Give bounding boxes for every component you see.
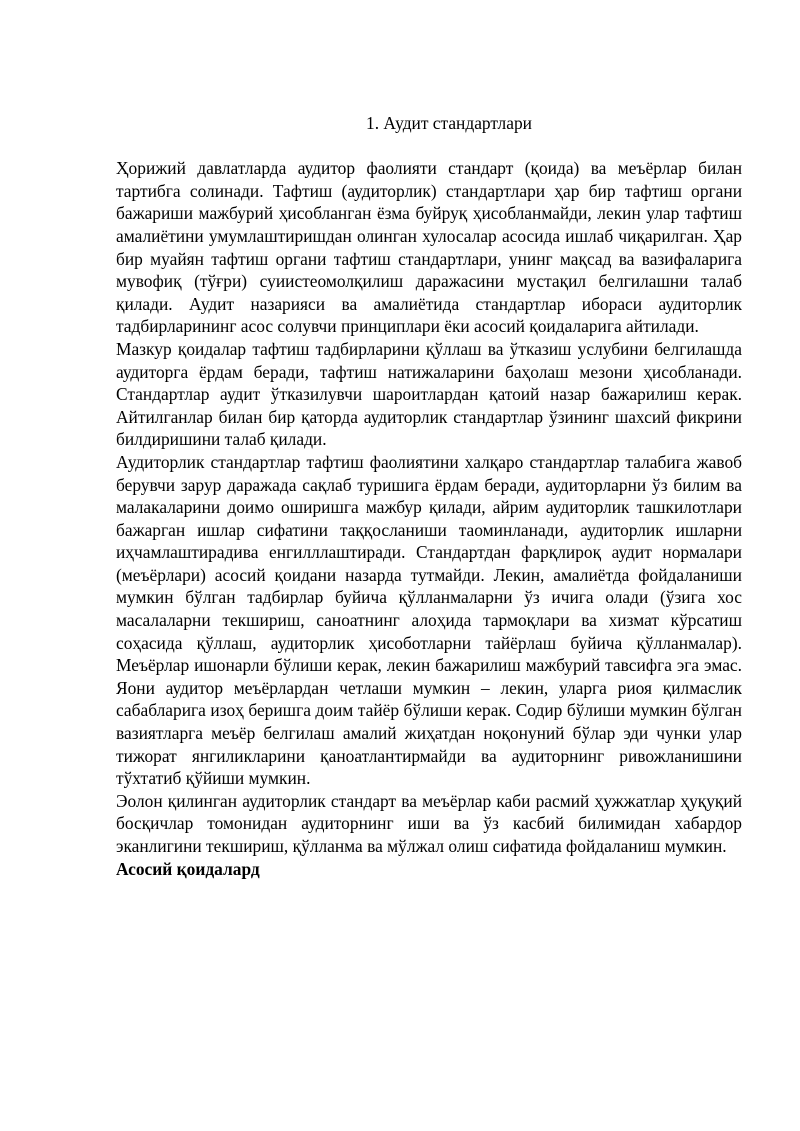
section-heading: 1. Аудит стандартлари	[366, 113, 532, 133]
paragraph-2: Мазкур қоидалар тафтиш тадбирларини қўллаш ва ўтказиш услубини белгилашда аудиторга ёрдам беради, тафтиш натижаларини баҳолаш мезони ҳисобланади. Стандартлар аудит ўтказилувчи шароитлардан қатоий назар бажарилиш керак. Айтилганлар билан бир қаторда аудиторлик стандартлар ўзининг шахсий фикрини билдиришини талаб қилади.	[116, 338, 742, 450]
document-page	[116, 112, 742, 880]
paragraph-4: Эолон қилинган аудиторлик стандарт ва меъёрлар каби расмий ҳужжатлар ҳуқуқий босқичлар томонидан аудиторнинг иши ва ўз касбий билимидан хабардор эканлигини текшириш, қўлланма ва мўлжал олиш сифатида фойдаланиш мумкин.	[116, 790, 742, 856]
paragraph-1: Ҳорижий давлатларда аудитор фаолияти стандарт (қоида) ва меъёрлар билан тартибга солинади. Тафтиш (аудиторлик) стандартлари ҳар бир тафтиш органи бажариши мажбурий ҳисобланган ёзма буйруқ ҳисобланмайди, лекин улар тафтиш амалиётини умумлаштиришдан олинган хулосалар асосида ишлаб чиқарилган. Ҳар бир муайян тафтиш органи тафтиш стандартлари, унинг мақсад ва вазифаларига мувофиқ (тўғри) суиистеомолқилиш даражасини мустақил белгилашни талаб қилади. Аудит назарияси ва амалиётида стандартлар ибораси аудиторлик тадбирларининг асос солувчи принциплари ёки асосий қоидаларига айтилади.	[116, 158, 742, 337]
bold-subheading: Асосий қоидалард	[116, 858, 260, 879]
paragraph-3: Аудиторлик стандартлар тафтиш фаолиятини халқаро стандартлар талабига жавоб берувчи зарур даражада сақлаб туришига ёрдам беради, аудиторларни ўз билим ва малакаларини доимо оширишга мажбур қилади, айрим аудиторлик ташкилотлари бажарган ишлар сифатини таққосланиши таоминланади, аудиторлик ишларни иҳчамлаштирадива енгилллаштиради. Стандартдан фарқлироқ аудит нормалари (меъёрлари) асосий қоидани назарда тутмайди. Лекин, амалиётда фойдаланиши мумкин бўлган тадбирлар буйича қўлланмаларни ўз ичига олади (ўзига хос масалаларни текшириш, саноатнинг алоҳида тармоқлари ва хизмат кўрсатиш соҳасида қўллаш, аудиторлик ҳисоботларни тайёрлаш буйича қўлланмалар). Меъёрлар ишонарли бўлиши керак, лекин бажарилиш мажбурий тавсифга эга эмас. Яони аудитор меъёрлардан четлаши мумкин – лекин, уларга риоя қилмаслик сабабларига изоҳ беришга доим тайёр бўлиши керак. Содир бўлиши мумкин бўлган вазиятларга меъёр белгилаш амалий жиҳатдан ноқонуний бўлар эди чунки улар тижорат янгиликларини қаноатлантирмайди ва аудиторнинг ривожланишини тўхтатиб қўйиши мумкин.	[116, 451, 742, 789]
